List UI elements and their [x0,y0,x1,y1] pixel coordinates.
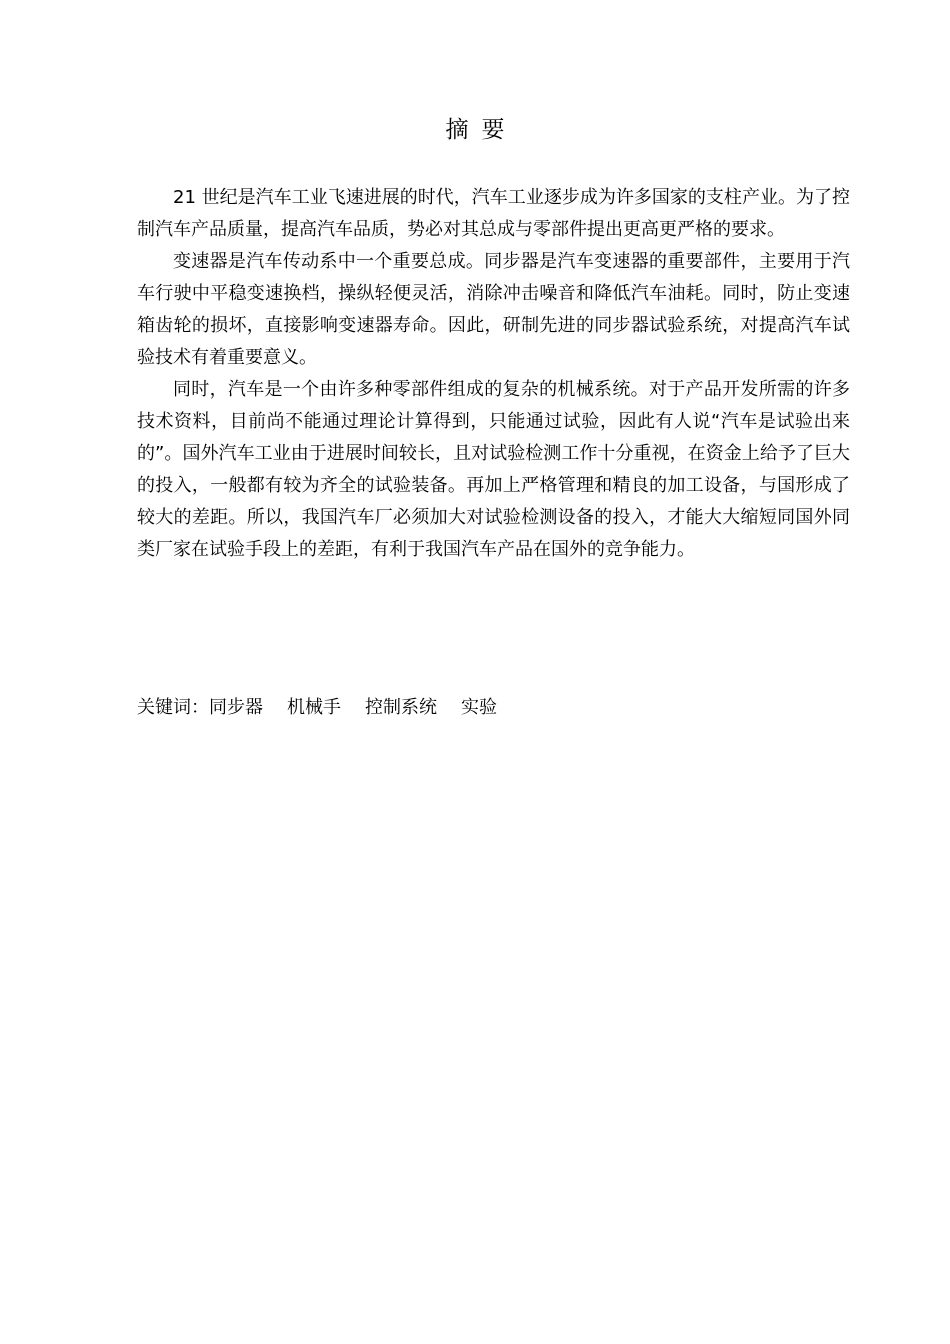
keywords-line [137,692,521,724]
keyword-item: 同步器 [209,697,263,718]
keywords-label: 关键词： [137,697,209,718]
keyword-item: 控制系统 [365,697,437,718]
abstract-paragraph-3: 同时，汽车是一个由许多种零部件组成的复杂的机械系统。对于产品开发所需的许多技术资料，目前尚不能通过理论计算得到，只能通过试验，因此有人说“汽车是试验出来的”。国外汽车工业由于进展时间较长，且对试验检测工作十分重视，在资金上给予了巨大的投入，一般都有较为齐全的试验装备。再加上严格管理和精良的加工设备，与国形成了较大的差距。所以，我国汽车厂必须加大对试验检测设备的投入，才能大大缩短同国外同类厂家在试验手段上的差距，有利于我国汽车产品在国外的竞争能力。 [137,379,850,560]
abstract-body [137,182,850,566]
keyword-item: 机械手 [287,697,341,718]
abstract-paragraph-1: 21 世纪是汽车工业飞速进展的时代，汽车工业逐步成为许多国家的支柱产业。为了控制汽车产品质量，提高汽车品质，势必对其总成与零部件提出更高更严格的要求。 [137,187,850,240]
abstract-title: 摘要 [445,117,518,143]
keyword-item: 实验 [461,697,497,718]
abstract-paragraph-2: 变速器是汽车传动系中一个重要总成。同步器是汽车变速器的重要部件，主要用于汽车行驶中平稳变速换档，操纵轻便灵活，消除冲击噪音和降低汽车油耗。同时，防止变速箱齿轮的损坏，直接影响变速器寿命。因此，研制先进的同步器试验系统，对提高汽车试验技术有着重要意义。 [137,251,850,368]
